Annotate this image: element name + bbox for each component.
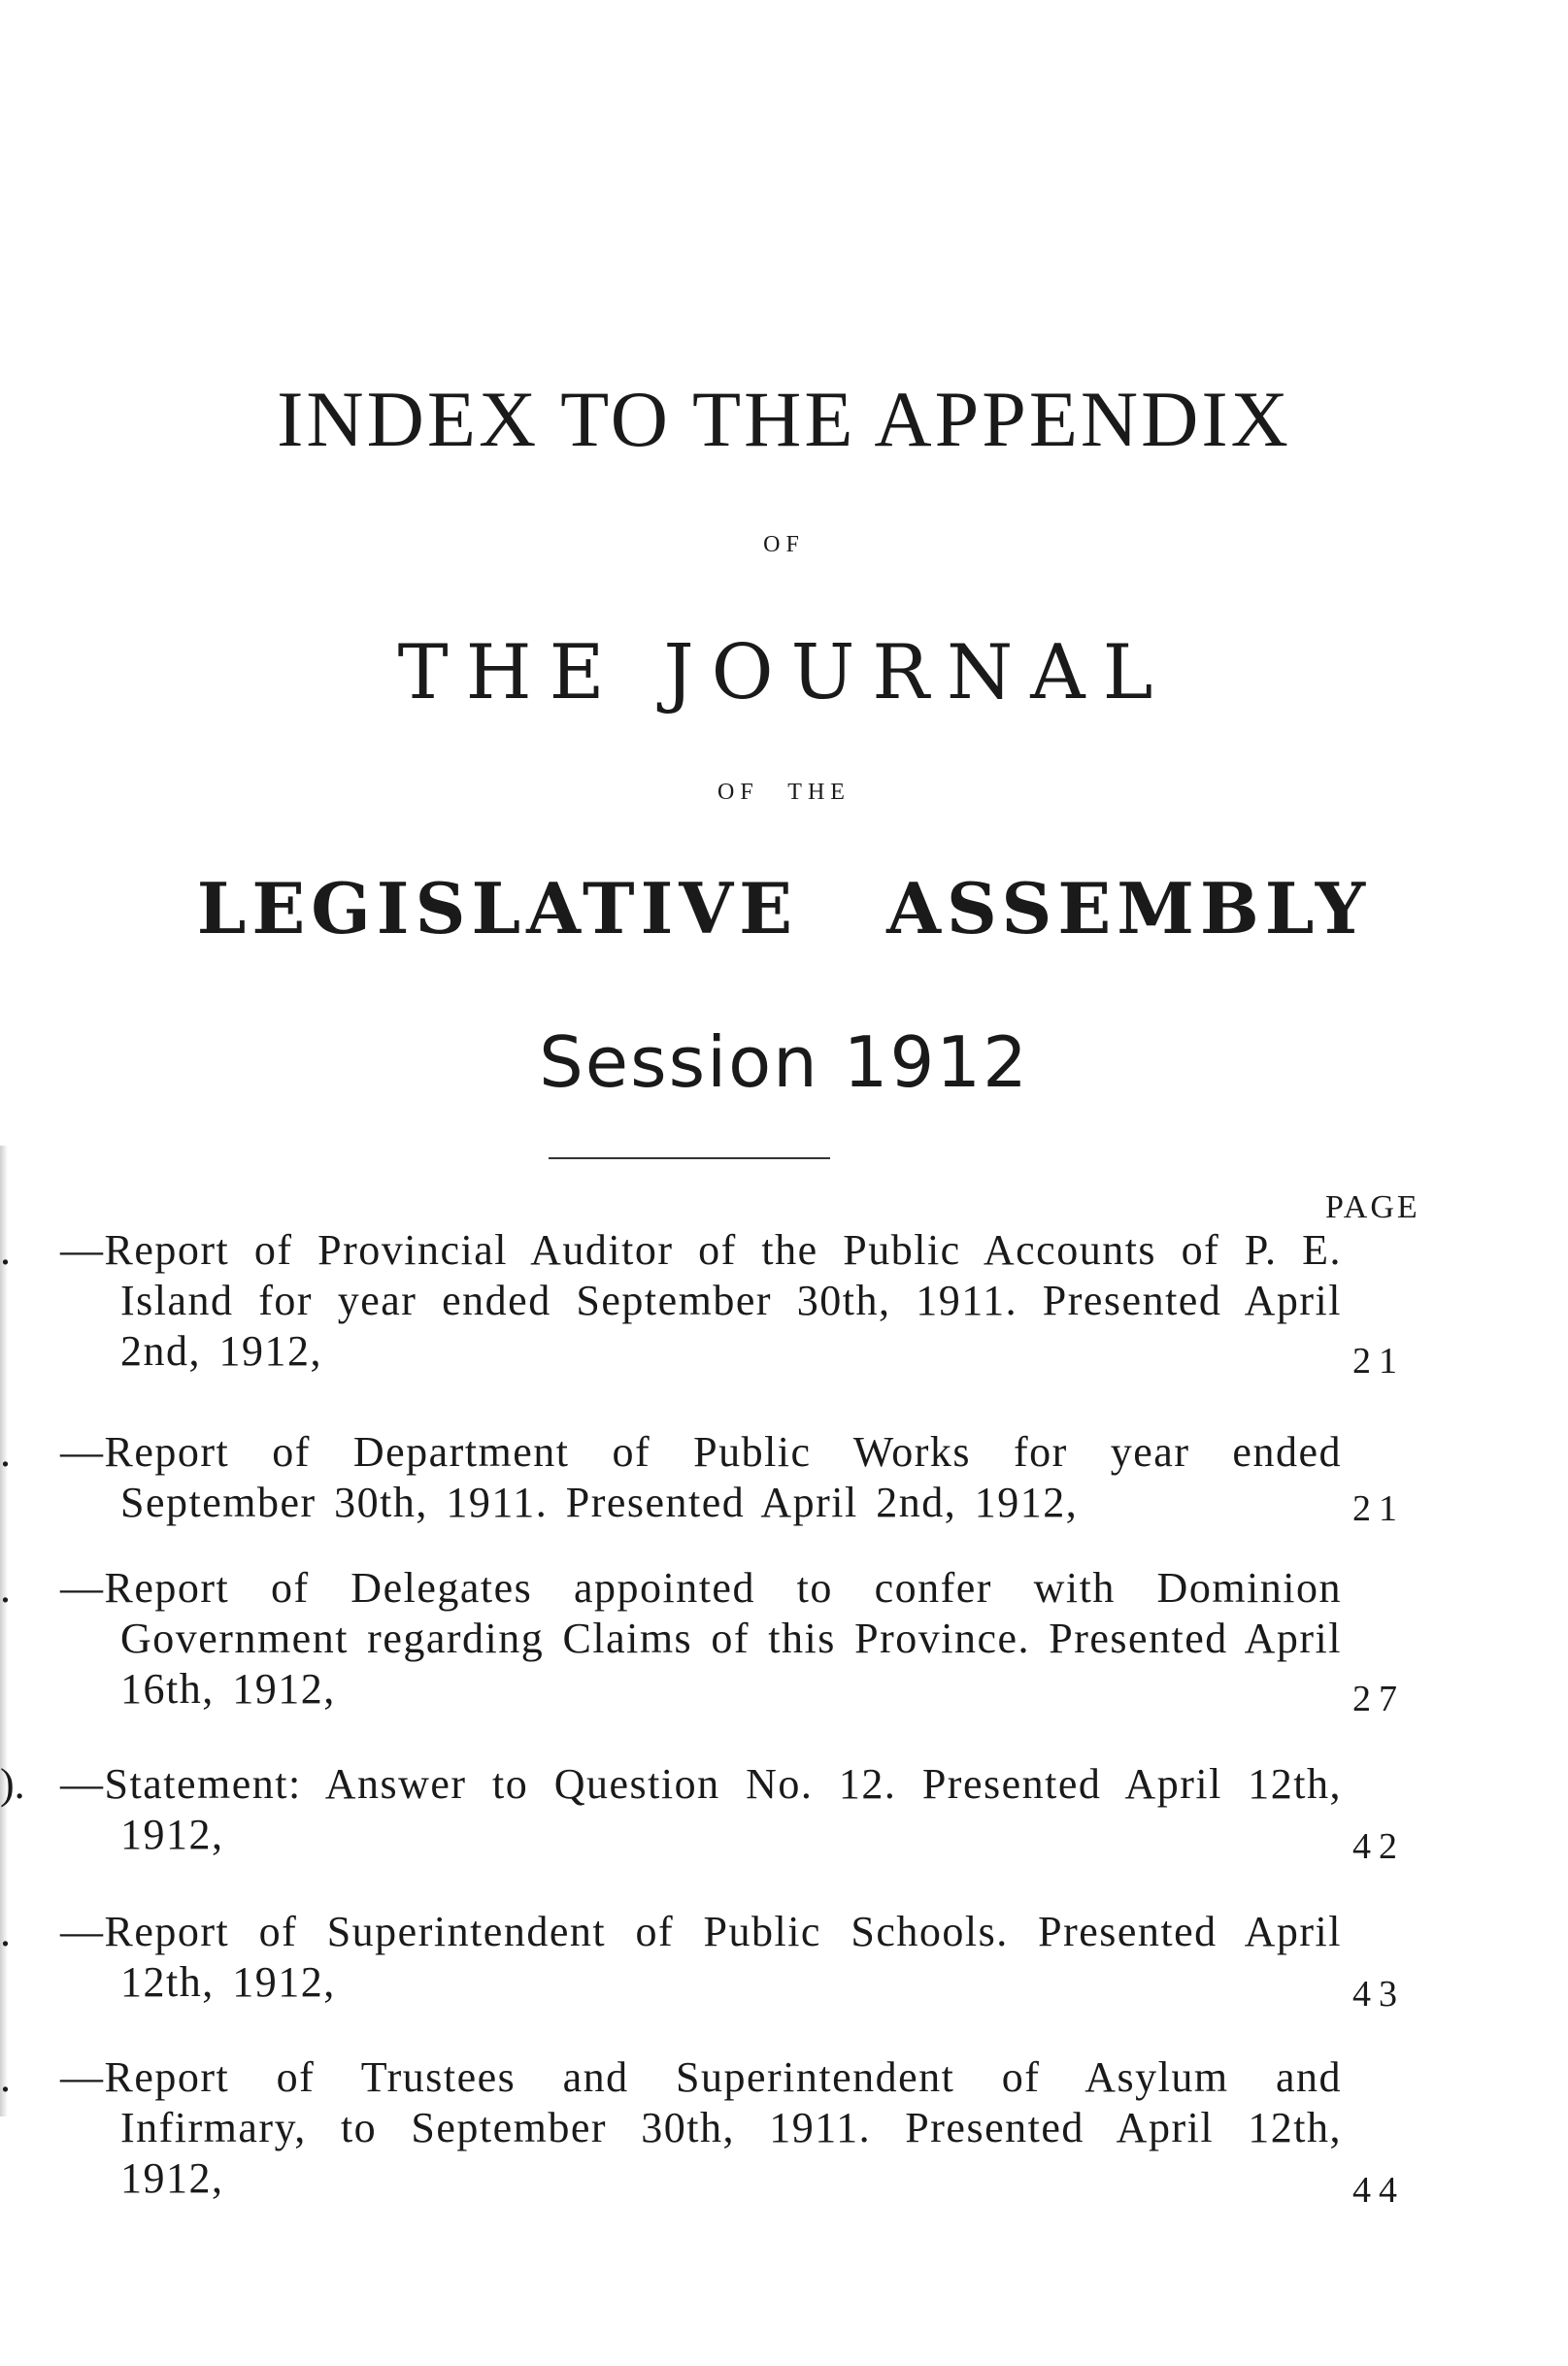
entry-page-number: 44: [1352, 2170, 1405, 2211]
entry-text: —Report of Provincial Auditor of the Public Accounts of P. E. Island for year ended September 30th, 1911. Presented April 2nd, 1912,: [60, 1226, 1342, 1375]
entry-page-number: 43: [1352, 1974, 1405, 2015]
title-of: OF: [763, 532, 805, 557]
entry-number: ).: [0, 1760, 25, 1808]
entry-text: —Report of Delegates appointed to confer with Dominion Government regarding Claims of this Province. Presented April 16th, 1912,: [60, 1564, 1342, 1713]
index-title: INDEX TO THE APPENDIX: [277, 375, 1291, 463]
journal-title: THE JOURNAL: [397, 629, 1171, 716]
entry-page-number: 21: [1352, 1341, 1405, 1382]
entry-page-number: 21: [1352, 1488, 1405, 1529]
entry-number: .: [0, 1226, 11, 1274]
title-divider: [549, 1157, 830, 1159]
session-title: Session 1912: [539, 1021, 1029, 1103]
entry-number: .: [0, 1428, 11, 1476]
title-of-the: OF THE: [717, 780, 851, 805]
page-column-label: PAGE: [1325, 1189, 1420, 1225]
entry-number: .: [0, 1564, 11, 1612]
binding-shadow: [0, 1146, 8, 2116]
assembly-title: LEGISLATIVE ASSEMBLY: [196, 867, 1372, 950]
entry-number: .: [0, 2053, 11, 2101]
entry-text: —Statement: Answer to Question No. 12. Presented April 12th, 1912,: [60, 1760, 1342, 1858]
entry-text: —Report of Department of Public Works for year ended September 30th, 1911. Presented April 2nd, 1912,: [60, 1428, 1342, 1526]
entry-page-number: 42: [1352, 1826, 1405, 1867]
entry-text: —Report of Superintendent of Public Schools. Presented April 12th, 1912,: [60, 1908, 1342, 2006]
entry-page-number: 27: [1352, 1679, 1405, 1719]
entry-number: .: [0, 1908, 11, 1955]
entry-text: —Report of Trustees and Superintendent of Asylum and Infirmary, to September 30th, 1911. Presented April 12th, 1912,: [60, 2053, 1342, 2202]
